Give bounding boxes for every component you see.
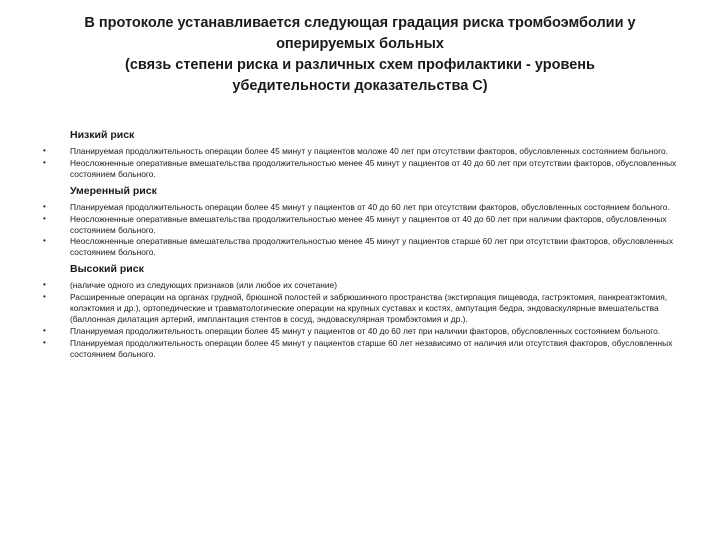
section-heading-moderate-risk: Умеренный риск xyxy=(70,184,157,197)
title-line: (связь степени риска и различных схем профилактики - уровень xyxy=(125,57,595,73)
list-item-text: Неосложненные оперативные вмешательства продолжительностью менее 45 минут у пациентов от 40 до 60 лет при отсутствии факторов, обусловленных состоянием больного. xyxy=(70,157,677,179)
section-heading-low-risk: Низкий риск xyxy=(70,129,135,141)
list-item xyxy=(40,158,680,180)
bullet-icon: • xyxy=(43,337,46,347)
list-item xyxy=(40,236,680,258)
list-item-text: Неосложненные оперативные вмешательства продолжительностью менее 45 минут у пациентов старше 60 лет при отсутствии факторов, обусловленных состоянием больного. xyxy=(70,236,674,258)
list-item-text: Расширенные операции на органах грудной, брюшной полостей и забрюшинного пространства (экстирпация пищевода, гастрэктомия, панкреатэктомия, колэктомия и др.), ортопедические и травматологические операции на крупных суставах и костях, ампутация бедра, эндоваскулярные вмешательства (баллонная дилатация артерий, имплантация стентов в сосуд, эндоваскулярная тромбэктомия и др.). xyxy=(70,292,668,324)
title-line: оперируемых больных xyxy=(276,36,444,52)
slide-content xyxy=(40,128,680,364)
bullet-icon: • xyxy=(43,157,46,167)
list-item-text: Неосложненные оперативные вмешательства продолжительностью менее 45 минут у пациентов от 40 до 60 лет при наличии факторов, обусловленных состоянием больного. xyxy=(70,213,667,235)
list-item xyxy=(40,202,680,213)
list-item xyxy=(40,338,680,360)
bullet-icon: • xyxy=(43,146,46,155)
list-item-text: Планируемая продолжительность операции более 45 минут у пациентов от 40 до 60 лет при наличии факторов, обусловленных состоянием больного. xyxy=(70,325,661,336)
bullet-icon: • xyxy=(43,280,46,290)
high-risk-list xyxy=(40,280,680,359)
slide-title xyxy=(40,13,680,97)
list-item xyxy=(40,326,680,337)
moderate-risk-list xyxy=(40,202,680,259)
list-item xyxy=(40,280,680,291)
list-item xyxy=(40,292,680,325)
bullet-icon: • xyxy=(43,236,46,246)
bullet-icon: • xyxy=(43,201,46,211)
list-item-text: (наличие одного из следующих признаков (или любое их сочетание) xyxy=(70,280,337,291)
title-line: В протоколе устанавливается следующая градация риска тромбоэмболии у xyxy=(84,15,636,31)
list-item-text: Планируемая продолжительность операции более 45 минут у пациентов моложе 40 лет при отсутствии факторов, обусловленных состоянием больного. xyxy=(70,146,668,156)
bullet-icon: • xyxy=(43,325,46,335)
low-risk-list xyxy=(40,146,680,180)
bullet-icon: • xyxy=(43,292,46,302)
list-item xyxy=(40,214,680,236)
title-line: убедительности доказательства С) xyxy=(232,78,488,94)
list-item-text: Планируемая продолжительность операции более 45 минут у пациентов старше 60 лет независимо от наличия или отсутствия факторов, обусловленных состоянием больного. xyxy=(70,337,673,359)
section-heading-high-risk: Высокий риск xyxy=(70,263,144,276)
list-item-text: Планируемая продолжительность операции более 45 минут у пациентов от 40 до 60 лет при отсутствии факторов, обусловленных состоянием больного. xyxy=(70,201,670,212)
list-item xyxy=(40,146,680,157)
bullet-icon: • xyxy=(43,213,46,223)
